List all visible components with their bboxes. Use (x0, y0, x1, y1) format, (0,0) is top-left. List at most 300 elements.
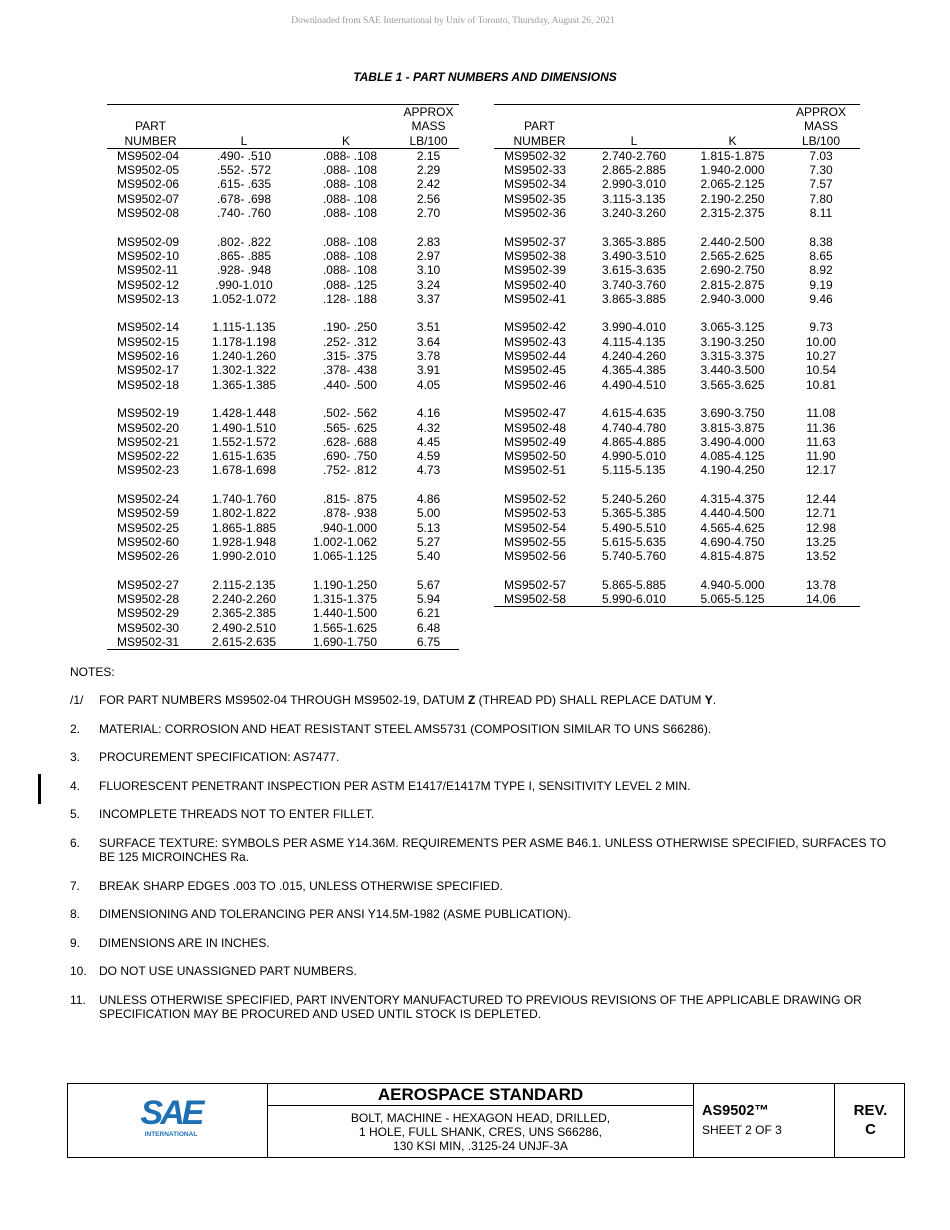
mass-cell: 3.78 (416, 349, 441, 364)
table-row (494, 421, 860, 435)
mass-cell: 14.06 (805, 592, 837, 607)
k-dimension-cell: 4.940-5.000 (700, 577, 765, 592)
mass-cell (782, 606, 860, 607)
k-dimension-cell: .088- .108 (322, 234, 377, 249)
part-number-cell: MS9502-48 (504, 420, 567, 435)
l-dimension-cell: 1.552-1.572 (211, 434, 277, 449)
l-dimension-cell: 1.115-1.135 (212, 320, 276, 335)
l-dimension-cell: 4.865-4.885 (601, 434, 667, 449)
col-header-part-number: PART NUMBER (494, 105, 585, 149)
l-dimension-cell: 5.490-5.510 (601, 520, 667, 535)
table-row (107, 249, 459, 263)
l-dimension-cell: 1.178-1.198 (211, 334, 277, 349)
table-row (107, 406, 459, 420)
part-number-cell: MS9502-18 (117, 377, 180, 392)
part-number-cell: MS9502-10 (117, 248, 180, 263)
l-dimension-cell: 4.740-4.780 (601, 420, 667, 435)
mass-cell: 6.48 (416, 620, 441, 635)
download-watermark: Downloaded from SAE International by Univ of Toronto, Thursday, August 26, 2021 (291, 16, 615, 26)
k-dimension-cell: 4.690-4.750 (700, 534, 765, 549)
mass-cell: 10.27 (805, 349, 837, 364)
mass-cell: 4.59 (416, 449, 441, 464)
table-row (494, 506, 860, 520)
l-dimension-cell: .678- .698 (216, 191, 272, 206)
table-row (107, 292, 459, 306)
part-number-cell: MS9502-22 (117, 449, 180, 464)
l-dimension-cell: 2.115-2.135 (212, 577, 276, 592)
table-row (494, 521, 860, 535)
col-header-l: L (585, 105, 683, 149)
part-number-cell: MS9502-09 (117, 234, 180, 249)
table-spacer-row (107, 306, 459, 320)
mass-cell: 9.46 (809, 291, 833, 306)
k-dimension-cell: 4.565-4.625 (700, 520, 765, 535)
l-dimension-cell: 1.802-1.822 (211, 506, 277, 521)
k-dimension-cell: 1.690-1.750 (294, 635, 398, 650)
l-dimension-cell: 3.490-3.510 (601, 248, 667, 263)
table-row (494, 378, 860, 392)
l-dimension-cell: .928- .948 (216, 263, 272, 278)
part-number-cell: MS9502-31 (107, 635, 194, 650)
k-dimension-cell: 1.940-2.000 (700, 163, 765, 178)
l-dimension-cell: 5.615-5.635 (601, 534, 667, 549)
table-row (494, 235, 860, 249)
table-row (494, 206, 860, 220)
l-dimension-cell: 1.302-1.322 (211, 363, 277, 378)
l-dimension-cell: 5.740-5.760 (601, 549, 667, 564)
mass-cell: 12.71 (805, 506, 837, 521)
part-number-cell: MS9502-27 (117, 577, 180, 592)
mass-cell: 2.56 (416, 191, 441, 206)
part-number-cell: MS9502-06 (117, 177, 180, 192)
k-dimension-cell: 1.440-1.500 (312, 606, 377, 621)
table-spacer-row (107, 564, 459, 578)
mass-cell: 5.27 (416, 534, 441, 549)
title-block (67, 1083, 905, 1158)
k-dimension-cell: 2.190-2.250 (700, 191, 765, 206)
mass-cell: 4.73 (416, 463, 441, 478)
mass-cell: 10.81 (805, 377, 837, 392)
k-dimension-cell: 4.440-4.500 (700, 506, 765, 521)
k-dimension-cell: .088- .108 (322, 263, 377, 278)
k-dimension-cell: .088- .108 (322, 148, 377, 163)
mass-cell: 12.44 (805, 492, 837, 507)
part-number-cell: MS9502-41 (504, 291, 567, 306)
mass-cell: 5.40 (416, 549, 441, 564)
note-3: 3. PROCUREMENT SPECIFICATION: AS7477. (70, 750, 340, 764)
l-dimension-cell: 1.740-1.760 (211, 492, 277, 507)
part-number-cell: MS9502-57 (504, 577, 567, 592)
k-dimension-cell: .088- .108 (322, 206, 377, 221)
table-row (494, 449, 860, 463)
col-header-mass: APPROX MASS LB/100 (398, 105, 459, 149)
k-dimension-cell: .128- .188 (322, 291, 377, 306)
table-spacer-row (494, 478, 860, 492)
table-spacer-row (494, 564, 860, 578)
l-dimension-cell: 1.678-1.698 (211, 463, 277, 478)
sheet-number: SHEET 2 OF 3 (702, 1123, 782, 1137)
l-dimension-cell: 1.428-1.448 (211, 406, 277, 421)
table-row (494, 406, 860, 420)
k-dimension-cell: 4.815-4.875 (700, 549, 765, 564)
revision-cell (835, 1084, 906, 1157)
table-row (107, 177, 459, 191)
part-number-cell: MS9502-56 (504, 549, 567, 564)
part-number-cell: MS9502-58 (504, 592, 567, 607)
table-row (107, 263, 459, 277)
table-row (107, 592, 459, 606)
standard-description: BOLT, MACHINE - HEXAGON HEAD, DRILLED, 1 HOLE, FULL SHANK, CRES, UNS S66286, 130 KSI MIN, .3125-24 UNJF-3A (350, 1111, 611, 1153)
k-dimension-cell: 4.085-4.125 (700, 449, 765, 464)
l-dimension-cell: .802- .822 (216, 234, 272, 249)
table-row (107, 521, 459, 535)
k-dimension-cell: 3.815-3.875 (700, 420, 765, 435)
mass-cell: 3.64 (416, 334, 441, 349)
mass-cell: 7.80 (809, 191, 833, 206)
parts-table-right (494, 104, 860, 607)
l-dimension-cell: 3.115-3.135 (602, 191, 666, 206)
mass-cell: 3.37 (416, 291, 441, 306)
revision-change-bar (38, 774, 41, 804)
note-7: 7. BREAK SHARP EDGES .003 TO .015, UNLESS OTHERWISE SPECIFIED. (70, 879, 503, 893)
table-row (494, 349, 860, 363)
l-dimension-cell: 1.052-1.072 (211, 291, 277, 306)
mass-cell: 4.32 (416, 420, 441, 435)
l-dimension-cell: 5.240-5.260 (601, 492, 667, 507)
l-dimension-cell: 1.490-1.510 (211, 420, 277, 435)
note-9: 9. DIMENSIONS ARE IN INCHES. (70, 936, 270, 950)
k-dimension-cell: 3.065-3.125 (700, 320, 765, 335)
part-number-cell: MS9502-23 (117, 463, 180, 478)
part-number-cell: MS9502-54 (504, 520, 567, 535)
mass-cell: 8.38 (809, 234, 833, 249)
mass-cell: 2.29 (416, 163, 441, 178)
mass-cell: 4.86 (416, 492, 441, 507)
l-dimension-cell: 2.365-2.385 (211, 606, 277, 621)
l-dimension-cell: 3.865-3.885 (601, 291, 667, 306)
table-row (107, 506, 459, 520)
part-number-cell: MS9502-04 (117, 148, 180, 163)
k-dimension-cell: .752- .812 (322, 463, 377, 478)
table-row (107, 606, 459, 620)
table-row (494, 249, 860, 263)
mass-cell: 11.90 (806, 449, 836, 464)
table-row (494, 363, 860, 377)
part-number-cell: MS9502-43 (504, 334, 567, 349)
table-row (107, 163, 459, 177)
table-row (107, 535, 459, 549)
mass-cell: 9.19 (809, 277, 833, 292)
l-dimension-cell: 1.865-1.885 (211, 520, 277, 535)
mass-cell: 4.16 (416, 406, 441, 421)
l-dimension-cell: 3.240-3.260 (601, 206, 667, 221)
k-dimension-cell: .690- .750 (322, 449, 377, 464)
mass-cell: 5.67 (416, 577, 441, 592)
l-dimension-cell: 1.240-1.260 (211, 349, 277, 364)
l-dimension-cell: 5.365-5.385 (601, 506, 667, 521)
part-number-cell: MS9502-49 (504, 434, 567, 449)
table-row (494, 148, 860, 163)
table-row (107, 378, 459, 392)
k-dimension-cell: .502- .562 (322, 406, 377, 421)
table-row (107, 206, 459, 220)
k-dimension-cell: .628- .688 (322, 434, 377, 449)
part-number-cell: MS9502-38 (504, 248, 567, 263)
table-row (107, 278, 459, 292)
k-dimension-cell: 3.490-4.000 (700, 434, 765, 449)
part-number-cell: MS9502-30 (117, 620, 180, 635)
mass-cell: 3.24 (416, 277, 441, 292)
table-row (107, 549, 459, 563)
table-row (494, 535, 860, 549)
table-row (494, 177, 860, 191)
note-1: /1/ FOR PART NUMBERS MS9502-04 THROUGH MS9502-19, DATUM Z (THREAD PD) SHALL REPLACE DATUM Y. (70, 693, 717, 707)
table-row (494, 578, 860, 592)
table-row (107, 349, 459, 363)
k-dimension-cell: 3.690-3.750 (700, 406, 765, 421)
part-number-cell: MS9502-24 (117, 492, 180, 507)
table-row (107, 148, 459, 163)
table-row (107, 463, 459, 477)
note-2: 2. MATERIAL: CORROSION AND HEAT RESISTANT STEEL AMS5731 (COMPOSITION SIMILAR TO UNS S66286). (70, 722, 712, 736)
mass-cell: 10.00 (805, 334, 837, 349)
part-number-cell: MS9502-32 (504, 148, 567, 163)
note-10: 10. DO NOT USE UNASSIGNED PART NUMBERS. (70, 964, 357, 978)
l-dimension-cell: 1.365-1.385 (211, 377, 277, 392)
mass-cell: 2.97 (416, 248, 441, 263)
k-dimension-cell: 2.315-2.375 (700, 206, 765, 221)
k-dimension-cell: .088- .108 (322, 177, 377, 192)
k-dimension-cell: 2.940-3.000 (700, 291, 765, 306)
table-row (107, 578, 459, 592)
k-dimension-cell: .878- .938 (322, 506, 377, 521)
part-number-cell (494, 606, 585, 607)
part-number-cell: MS9502-14 (117, 320, 180, 335)
l-dimension-cell: .615- .635 (216, 177, 272, 192)
parts-table-left (107, 104, 459, 650)
mass-cell: 13.52 (805, 549, 837, 564)
table-row (107, 492, 459, 506)
sae-logo-text: SAE (140, 1094, 202, 1132)
part-number-cell: MS9502-44 (504, 349, 567, 364)
k-dimension-cell: 3.440-3.500 (700, 363, 765, 378)
part-number-cell: MS9502-25 (117, 520, 180, 535)
revision-value: C (865, 1121, 876, 1138)
k-dimension-cell: .815- .875 (322, 492, 377, 507)
part-number-cell: MS9502-08 (117, 206, 180, 221)
l-dimension-cell: 4.240-4.260 (601, 349, 667, 364)
table-row (494, 263, 860, 277)
table-title: TABLE 1 - PART NUMBERS AND DIMENSIONS (353, 70, 617, 84)
mass-cell: 11.08 (806, 406, 836, 421)
l-dimension-cell: .490- .510 (216, 148, 272, 163)
document-number: AS9502™ (702, 1103, 769, 1119)
part-number-cell: MS9502-34 (504, 177, 567, 192)
part-number-cell: MS9502-16 (117, 349, 180, 364)
table-row (107, 635, 459, 650)
mass-cell: 8.92 (809, 263, 833, 278)
part-number-cell: MS9502-39 (504, 263, 567, 278)
l-dimension-cell: 1.928-1.948 (211, 534, 277, 549)
l-dimension-cell: 2.990-3.010 (601, 177, 667, 192)
mass-cell: 5.13 (416, 520, 441, 535)
part-number-cell: MS9502-40 (504, 277, 567, 292)
sae-logo-icon (136, 1094, 206, 1140)
mass-cell: 5.94 (416, 592, 441, 607)
mass-cell: 9.73 (809, 320, 833, 335)
mass-cell: 4.45 (416, 434, 441, 449)
table-row (107, 421, 459, 435)
mass-cell: 3.10 (416, 263, 441, 278)
l-dimension-cell: 2.240-2.260 (211, 592, 277, 607)
mass-cell: 2.15 (416, 148, 441, 163)
k-dimension-cell: 3.315-3.375 (700, 349, 765, 364)
note-8: 8. DIMENSIONING AND TOLERANCING PER ANSI Y14.5M-1982 (ASME PUBLICATION). (70, 907, 571, 921)
table-row (494, 320, 860, 334)
logo-cell (68, 1084, 268, 1157)
k-dimension-cell: .190- .250 (322, 320, 377, 335)
table-spacer-row (494, 306, 860, 320)
part-number-cell: MS9502-36 (504, 206, 567, 221)
table-row (494, 163, 860, 177)
l-dimension-cell (585, 606, 683, 607)
k-dimension-cell: 2.690-2.750 (700, 263, 765, 278)
part-number-cell: MS9502-07 (117, 191, 180, 206)
k-dimension-cell: 2.815-2.875 (700, 277, 765, 292)
l-dimension-cell: 3.990-4.010 (601, 320, 667, 335)
part-number-cell: MS9502-29 (117, 606, 180, 621)
note-5: 5. INCOMPLETE THREADS NOT TO ENTER FILLET. (70, 807, 375, 821)
table-row (494, 606, 860, 607)
part-number-cell: MS9502-33 (504, 163, 567, 178)
mass-cell: 2.70 (416, 206, 441, 221)
table-row (107, 449, 459, 463)
mass-cell: 4.05 (416, 377, 441, 392)
mass-cell: 3.51 (416, 320, 441, 335)
k-dimension-cell: 2.065-2.125 (700, 177, 765, 192)
k-dimension-cell: 4.315-4.375 (700, 492, 765, 507)
table-row (494, 492, 860, 506)
table-row (494, 435, 860, 449)
table-row (107, 621, 459, 635)
part-number-cell: MS9502-11 (117, 263, 179, 278)
k-dimension-cell: .088- .125 (322, 277, 377, 292)
col-header-k: K (294, 105, 398, 149)
l-dimension-cell: 3.365-3.885 (601, 234, 667, 249)
mass-cell: 11.63 (806, 434, 836, 449)
part-number-cell: MS9502-47 (504, 406, 567, 421)
k-dimension-cell: .315- .375 (322, 349, 377, 364)
k-dimension-cell: 3.190-3.250 (700, 334, 765, 349)
k-dimension-cell: .440- .500 (322, 377, 377, 392)
k-dimension-cell: .565- .625 (322, 420, 377, 435)
k-dimension-cell: .252- .312 (322, 334, 377, 349)
table-row (107, 363, 459, 377)
mass-cell: 6.75 (398, 635, 459, 650)
l-dimension-cell: 4.615-4.635 (601, 406, 667, 421)
table-spacer-row (494, 220, 860, 234)
part-number-cell: MS9502-05 (117, 163, 180, 178)
part-number-cell: MS9502-55 (504, 534, 567, 549)
l-dimension-cell: 1.615-1.635 (211, 449, 277, 464)
table-row (107, 435, 459, 449)
l-dimension-cell: 2.615-2.635 (194, 635, 294, 650)
note-6: 6. SURFACE TEXTURE: SYMBOLS PER ASME Y14.36M. REQUIREMENTS PER ASME B46.1. UNLESS OTHERWISE SPECIFIED, SURFACES TO BE 125 MICROINCHES Ra. (70, 836, 887, 864)
part-number-cell: MS9502-12 (117, 277, 180, 292)
part-number-cell: MS9502-42 (504, 320, 567, 335)
part-number-cell: MS9502-59 (117, 506, 180, 521)
part-number-cell: MS9502-26 (117, 549, 180, 564)
part-number-cell: MS9502-28 (117, 592, 180, 607)
col-header-part-number: PART NUMBER (107, 105, 194, 149)
part-number-cell: MS9502-50 (504, 449, 567, 464)
mass-cell: 2.83 (416, 234, 441, 249)
k-dimension-cell: .088- .108 (322, 191, 377, 206)
mass-cell: 7.57 (809, 177, 833, 192)
table-row (107, 235, 459, 249)
col-header-mass: APPROX MASS LB/100 (782, 105, 860, 149)
notes-heading: NOTES: (70, 665, 115, 679)
table-row (107, 335, 459, 349)
k-dimension-cell: 1.190-1.250 (312, 577, 377, 592)
part-number-cell: MS9502-20 (117, 420, 180, 435)
part-number-cell: MS9502-17 (117, 363, 180, 378)
mass-cell: 2.42 (416, 177, 441, 192)
mass-cell: 12.17 (805, 463, 837, 478)
part-number-cell: MS9502-45 (504, 363, 567, 378)
k-dimension-cell: .378- .438 (322, 363, 377, 378)
mass-cell: 3.91 (416, 363, 441, 378)
l-dimension-cell: 2.740-2.760 (601, 148, 667, 163)
table-row (107, 192, 459, 206)
l-dimension-cell: .740- .760 (216, 206, 272, 221)
table-spacer-row (107, 220, 459, 234)
k-dimension-cell (683, 606, 782, 607)
k-dimension-cell: 5.065-5.125 (700, 592, 765, 607)
part-number-cell: MS9502-13 (117, 291, 180, 306)
l-dimension-cell: .990-1.010 (215, 277, 273, 292)
mass-cell: 8.65 (809, 248, 833, 263)
l-dimension-cell: 4.990-5.010 (601, 449, 667, 464)
l-dimension-cell: 4.365-4.385 (601, 363, 667, 378)
standard-cell (268, 1084, 694, 1157)
mass-cell: 7.30 (809, 163, 833, 178)
table-row (107, 320, 459, 334)
k-dimension-cell: 2.565-2.625 (700, 248, 765, 263)
mass-cell: 8.11 (809, 206, 833, 221)
part-number-cell: MS9502-35 (504, 191, 567, 206)
l-dimension-cell: 5.865-5.885 (601, 577, 667, 592)
k-dimension-cell: .940-1.000 (319, 520, 377, 535)
k-dimension-cell: 1.315-1.375 (312, 592, 377, 607)
table-row (494, 278, 860, 292)
mass-cell: 10.54 (805, 363, 837, 378)
k-dimension-cell: 2.440-2.500 (700, 234, 765, 249)
table-row (494, 592, 860, 606)
mass-cell: 13.25 (805, 534, 837, 549)
mass-cell: 12.98 (805, 520, 837, 535)
part-number-cell: MS9502-46 (504, 377, 567, 392)
table-spacer-row (107, 478, 459, 492)
part-number-cell: MS9502-53 (504, 506, 567, 521)
mass-cell: 6.21 (416, 606, 441, 621)
k-dimension-cell: 1.565-1.625 (312, 620, 377, 635)
table-row (494, 335, 860, 349)
part-number-cell: MS9502-19 (117, 406, 180, 421)
note-4: 4. FLUORESCENT PENETRANT INSPECTION PER ASTM E1417/E1417M TYPE I, SENSITIVITY LEVEL 2 MIN. (70, 779, 691, 793)
l-dimension-cell: 4.115-4.135 (602, 334, 666, 349)
mass-cell: 11.36 (806, 420, 836, 435)
